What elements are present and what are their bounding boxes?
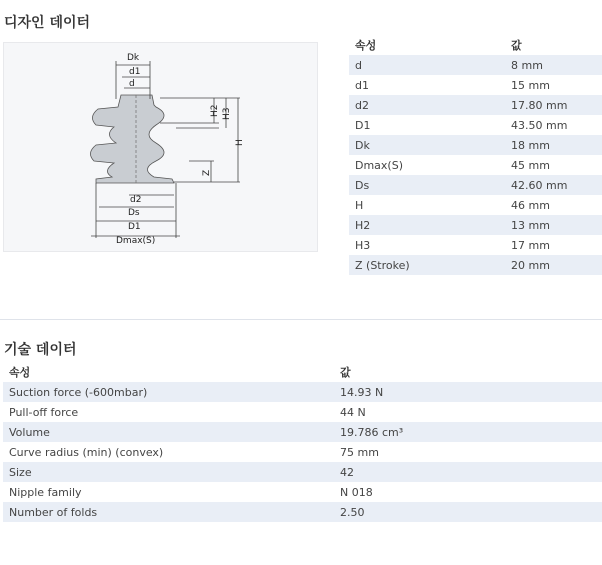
table-header-row	[349, 35, 602, 55]
label-h3: H3	[222, 107, 232, 120]
table-row	[349, 75, 602, 95]
row-value: 2.50	[334, 502, 602, 522]
table-row	[3, 422, 602, 442]
technical-data-table	[3, 362, 602, 522]
row-label: Volume	[3, 422, 334, 442]
row-value: 42	[334, 462, 602, 482]
row-label: H3	[355, 238, 371, 252]
row-label: Curve radius (min) (convex)	[9, 445, 164, 459]
row-value: 15 mm	[511, 78, 550, 92]
row-value: 13 mm	[505, 215, 602, 235]
row-value: 18 mm	[505, 135, 602, 155]
header-value: 값	[340, 366, 351, 379]
row-label: Nipple family	[9, 485, 82, 499]
design-data-table	[349, 35, 602, 275]
row-value: 42.60 mm	[505, 175, 602, 195]
row-label: H2	[349, 215, 505, 235]
row-label: Suction force (-600mbar)	[3, 382, 334, 402]
label-h: H	[235, 139, 245, 146]
row-label: Size	[3, 462, 334, 482]
row-label: d2	[349, 95, 505, 115]
table-row	[349, 195, 602, 215]
table-row	[349, 215, 602, 235]
row-value: 17.80 mm	[505, 95, 602, 115]
design-data-title: 디자인 데이터	[4, 15, 91, 31]
header-property: 속성	[355, 39, 377, 52]
row-value: 44 N	[340, 405, 366, 419]
row-value: 14.93 N	[334, 382, 602, 402]
table-row	[349, 175, 602, 195]
label-d2: d2	[130, 195, 142, 205]
row-value: N 018	[340, 485, 373, 499]
table-row	[3, 502, 602, 522]
label-z: Z	[202, 169, 212, 176]
row-value: 8 mm	[505, 55, 602, 75]
table-header-row	[3, 362, 602, 382]
row-value: 45 mm	[511, 158, 550, 172]
section-divider	[0, 319, 602, 320]
row-label: d	[349, 55, 505, 75]
label-h2: H2	[210, 104, 220, 117]
table-row	[349, 155, 602, 175]
row-value: 19.786 cm³	[334, 422, 602, 442]
table-row	[3, 462, 602, 482]
row-label: D1	[355, 118, 371, 132]
label-big-d1: D1	[128, 222, 141, 232]
table-row	[349, 135, 602, 155]
row-label: d1	[355, 78, 369, 92]
table-row	[3, 382, 602, 402]
header-value: 값	[511, 39, 522, 52]
row-value: 20 mm	[505, 255, 602, 275]
dimension-drawing	[4, 43, 317, 251]
row-label: Number of folds	[3, 502, 334, 522]
row-value: 43.50 mm	[511, 118, 568, 132]
table-row	[349, 55, 602, 75]
label-d: d	[129, 79, 135, 89]
row-label: H	[355, 198, 364, 212]
row-value: 17 mm	[511, 238, 550, 252]
table-row	[3, 442, 602, 462]
row-label: Pull-off force	[9, 405, 79, 419]
table-row	[3, 482, 602, 502]
label-dmax: Dmax(S)	[116, 236, 156, 246]
table-row	[349, 95, 602, 115]
label-ds: Ds	[128, 208, 140, 218]
label-dk: Dk	[127, 53, 140, 63]
table-row	[3, 402, 602, 422]
row-value: 46 mm	[511, 198, 550, 212]
row-value: 75 mm	[340, 445, 379, 459]
table-row	[349, 255, 602, 275]
row-label: Dk	[349, 135, 505, 155]
label-d1: d1	[129, 67, 141, 77]
row-label: Dmax(S)	[355, 158, 404, 172]
header-property: 속성	[9, 366, 31, 379]
table-row	[349, 235, 602, 255]
cup-body	[90, 95, 174, 183]
row-label: Ds	[349, 175, 505, 195]
bellows-cup-diagram	[3, 42, 318, 252]
technical-data-title: 기술 데이터	[4, 342, 77, 358]
table-row	[349, 115, 602, 135]
row-label: Z (Stroke)	[349, 255, 505, 275]
